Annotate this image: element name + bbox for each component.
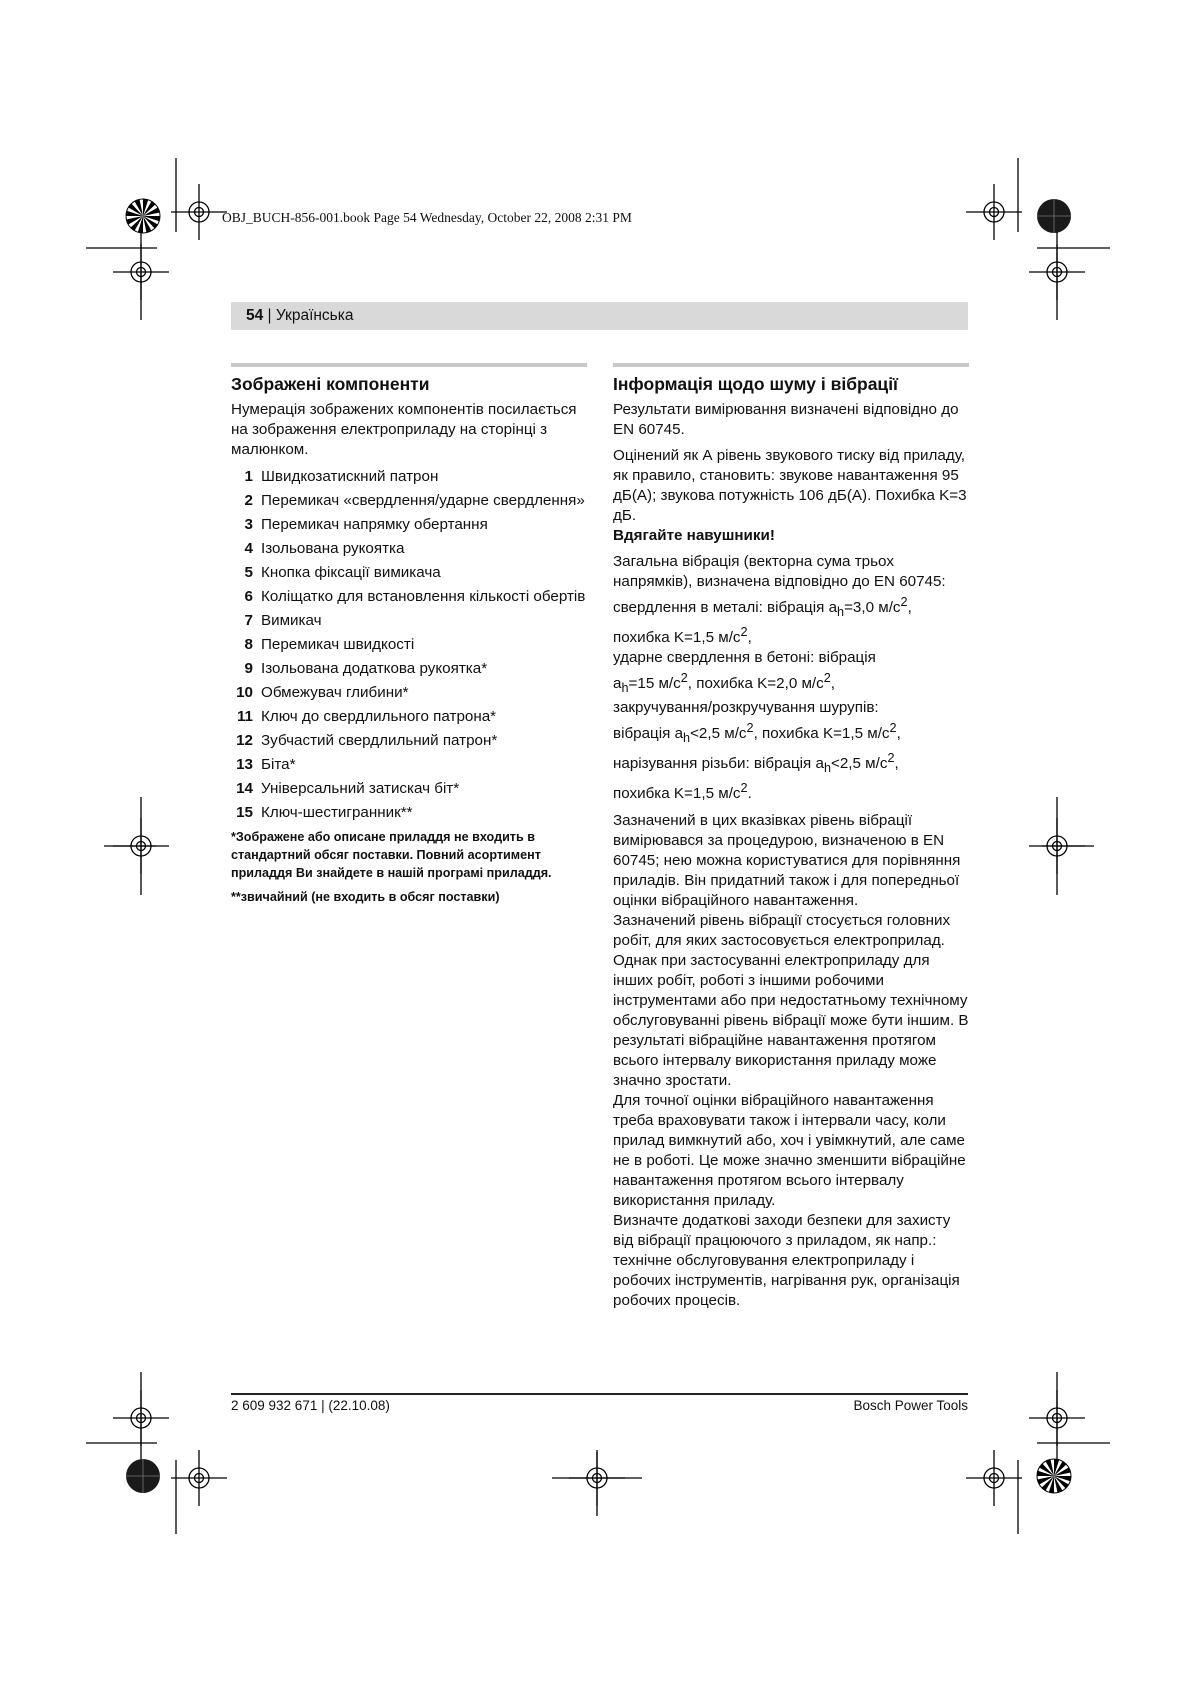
page-header [231,302,968,330]
measurement-paragraph: Результати вимірювання визначені відповідно до EN 60745. [613,401,959,438]
section-rule [613,363,969,367]
list-item: 7 Вимикач [244,612,322,629]
header-language: Українська [275,307,354,324]
right-column [613,363,969,1311]
vibration-values: Загальна вібрація (векторна сума трьох напрямків), визначена відповідно до EN 60745: свердлення в металі: вібрація $a_h=3,0$ $м/с^2$, похибка K=1,5 $м/с^2$, ударне свердлення в бетоні: вібрація $a_h=15$ $м/с^2$, похибка K=2,0 $м/с^2$, закручування/розкручування шурупів: вібрація $a_h<2,5$ $м/с^2$, похибка K=1,5 $м/с^2$, нарізування різьби: вібрація $a_h<2,5$ $м/с^2$, похибка K=1,5 $м/с^2$. [613,553,946,803]
noise-vibration-title: Інформація щодо шуму і вібрації [613,374,898,394]
list-item: 15 Ключ-шестигранник** [236,804,413,821]
components-intro: Нумерація зображених компонентів посилається на зображення електроприладу на сторінці з малюнком. [231,401,577,458]
list-item: 5 Кнопка фіксації вимикача [244,564,441,581]
print-slug: OBJ_BUCH-856-001.book Page 54 Wednesday, October 22, 2008 2:31 PM [222,210,632,225]
list-item: 6 Коліщатко для встановлення кількості обертів [244,588,586,605]
list-item: 3 Перемикач напрямку обертання [244,516,488,533]
ear-protection-warning: Вдягайте навушники! [613,527,775,544]
accessory-footnote: *Зображене або описане приладдя не входить в стандартний обсяг поставки. Повний асортимент приладдя Ви знайдете в нашій програмі приладдя. [231,830,552,880]
left-column [231,363,587,906]
list-item: 8 Перемикач швидкості [244,636,415,653]
vibration-estimate-paragraph: Для точної оцінки вібраційного навантаження треба враховувати також і інтервали часу, коли прилад вимкнутий або, хоч і увімкнутий, але саме не в роботі. Це може значно зменшити вібраційне навантаження протягом всього інтервалу використання приладу. [613,1091,966,1209]
list-item: 13 Біта* [236,756,296,773]
vibration-usage-paragraph: Зазначений рівень вібрації стосується головних робіт, для яких застосовується електроприлад. Однак при застосуванні електроприладу для інших робіт, роботі з іншими робочими інструментами або при недостатньому технічному обслуговуванні рівень вібрації може бути іншим. В результаті вібраційне навантаження протягом всього інтервалу використання приладу може значно зростати. [613,911,969,1089]
list-item: 12 Зубчастий свердлильний патрон* [236,732,498,749]
footer-document-number: 2 609 932 671 | (22.10.08) [231,1398,390,1413]
vibration-safety-paragraph: Визначте додаткові заходи безпеки для захисту від вібрації працюючого з приладом, як напр.: технічне обслуговування електроприладу і робочих інструментів, нагрівання рук, організація робочих процесів. [613,1211,960,1309]
section-rule [231,363,587,367]
list-item: 11 Ключ до свердлильного патрона* [236,708,497,725]
list-item: 1 Швидкозатискний патрон [244,468,439,485]
components-list [231,467,587,823]
page-number: 54 [246,307,264,324]
standard-footnote: **звичайний (не входить в обсяг поставки) [231,890,500,904]
list-item: 2 Перемикач «свердлення/ударне свердлення» [244,492,585,509]
components-title: Зображені компоненти [231,374,430,394]
header-separator: | [263,307,276,324]
footer-rule [231,1393,968,1395]
footer-brand: Bosch Power Tools [853,1398,968,1413]
list-item: 9 Ізольована додаткова рукоятка* [244,660,488,677]
vibration-procedure-paragraph: Зазначений в цих вказівках рівень вібрації вимірювався за процедурою, визначеною в EN 60745; нею можна користуватися для порівняння приладів. Він придатний також і для попередньої оцінки вібраційного навантаження. [613,811,961,909]
list-item: 14 Універсальний затискач біт* [236,780,460,797]
noise-paragraph: Оцінений як А рівень звукового тиску від приладу, як правило, становить: звукове навантаження 95 дБ(A); звукова потужність 106 дБ(A). Похибка K=3 дБ. [613,447,967,524]
list-item: 4 Ізольована рукоятка [244,540,405,557]
list-item: 10 Обмежувач глибини* [236,684,409,701]
